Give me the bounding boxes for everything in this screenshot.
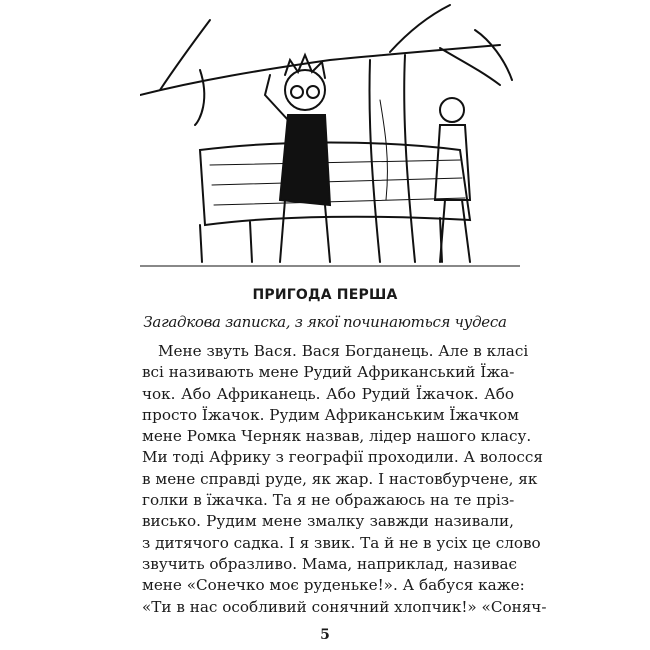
tree-branches	[140, 5, 512, 125]
page-number: 5	[320, 627, 330, 643]
park-bench	[200, 143, 470, 263]
boy-figure	[265, 55, 330, 262]
text-line: голки в їжачка. Та я не ображаюсь на те пріз-	[142, 491, 515, 510]
chapter-title: ПРИГОДА ПЕРША	[252, 287, 398, 303]
text-line: в мене справді руде, як жар. І настовбурчене, як	[142, 469, 538, 488]
text-line: звучить образливо. Мама, наприклад, називає	[142, 554, 518, 573]
text-line: просто Їжачок. Рудим Африканським Їжачком	[142, 405, 519, 424]
text-line: з дитячого садка. І я звик. Та й не в усіх це слово	[142, 533, 541, 552]
chapter-subtitle: Загадкова записка, з якої починаються чудеса	[143, 313, 507, 331]
text-line: мене Ромка Черняк назвав, лідер нашого класу.	[142, 427, 532, 446]
text-line: Мене звуть Вася. Вася Богданець. Але в класі	[158, 342, 529, 360]
text-line: чок. Або Африканець. Або Рудий Їжачок. Або	[142, 384, 514, 403]
text-line: Ми тоді Африку з географії проходили. А волосся	[142, 448, 543, 467]
tree-trunk	[369, 55, 415, 262]
text-line: висько. Рудим мене змалку завжди називали,	[142, 512, 514, 531]
body-text	[142, 341, 547, 618]
text-line: «Ти в нас особливий сонячний хлопчик!» «Соняч-	[142, 597, 547, 616]
chapter-illustration	[140, 0, 520, 272]
text-line: всі називають мене Рудий Африканський Їжа-	[142, 363, 515, 382]
text-line: мене «Сонечко моє руденьке!». А бабуся каже:	[142, 576, 525, 595]
